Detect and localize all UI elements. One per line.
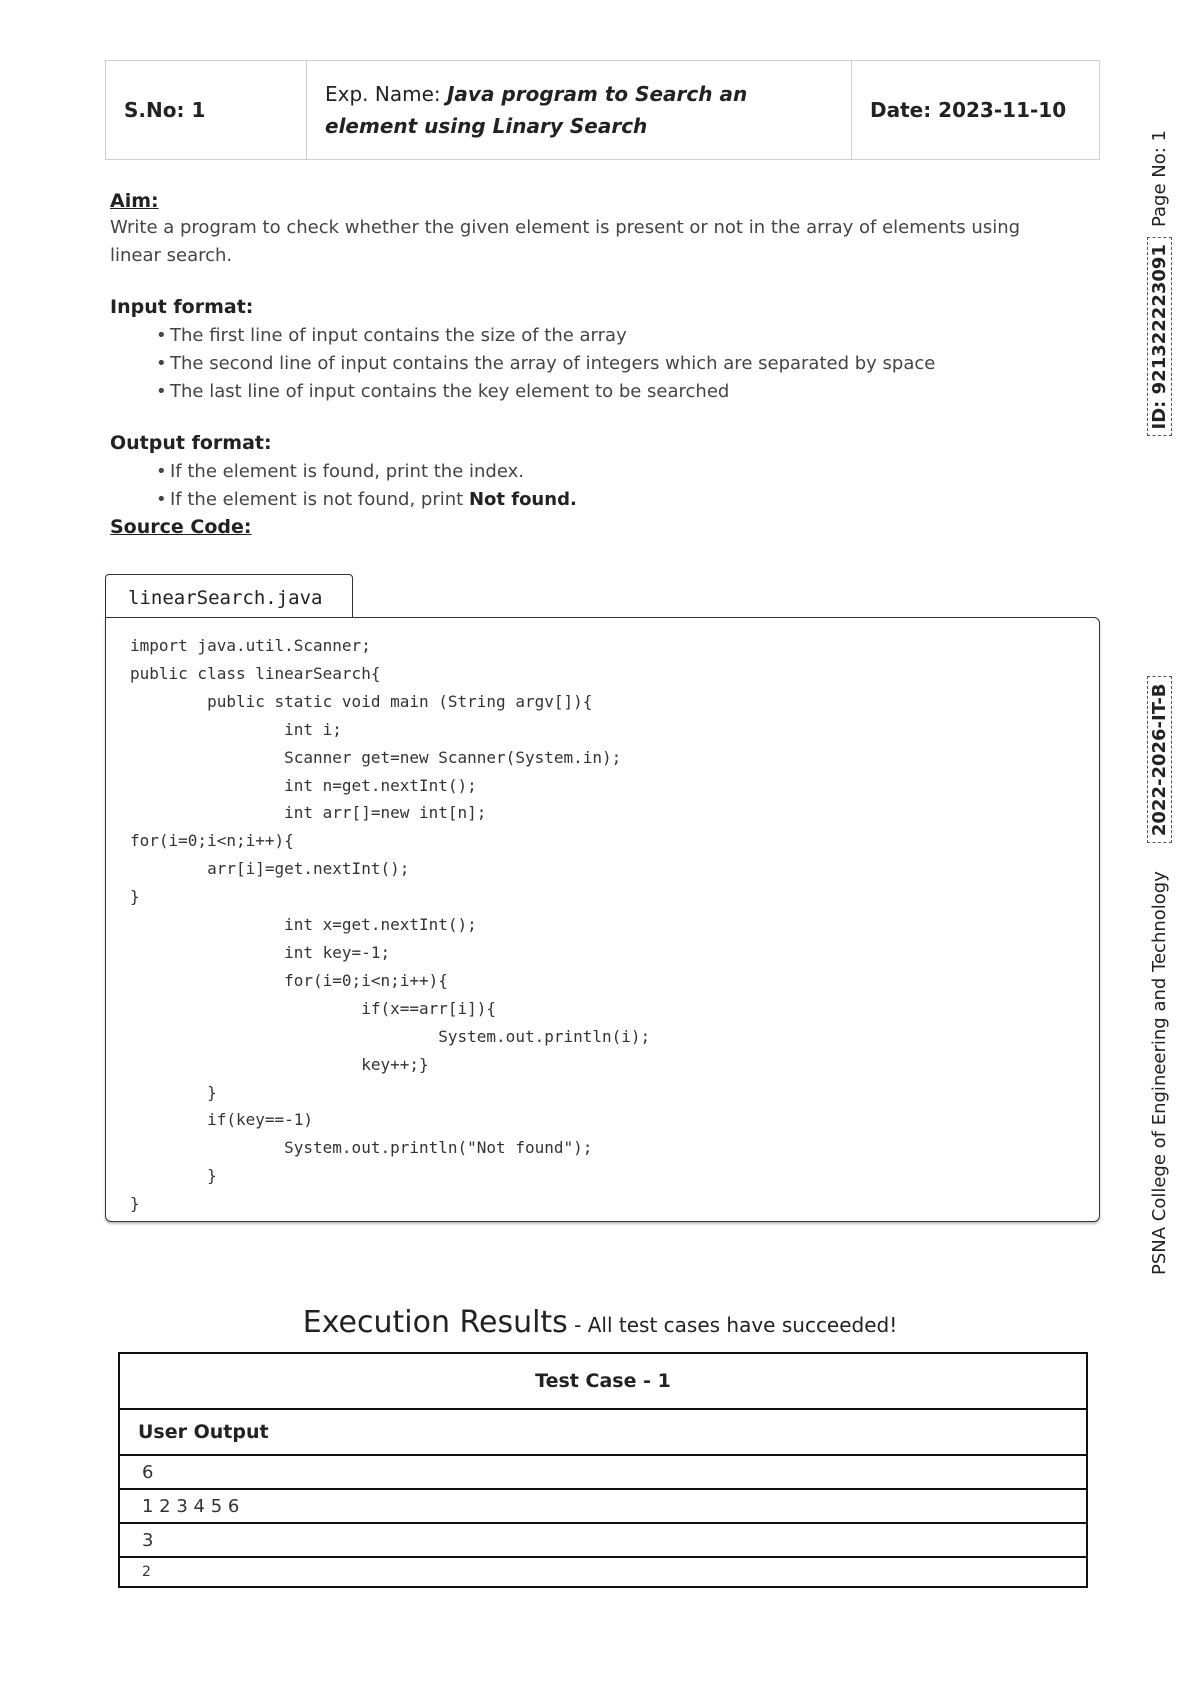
college-name: PSNA College of Engineering and Technology bbox=[1149, 871, 1170, 1275]
serial-number: S.No: 1 bbox=[124, 98, 206, 122]
experiment-date: Date: 2023-11-10 bbox=[851, 61, 1099, 159]
list-item: • The last line of input contains the key element to be searched bbox=[170, 378, 1060, 406]
aim-title: Aim: bbox=[110, 190, 159, 212]
experiment-name-prefix: Exp. Name: bbox=[325, 82, 447, 106]
table-row: 2 bbox=[142, 1564, 151, 1580]
execution-results-heading bbox=[0, 1305, 1200, 1340]
list-item bbox=[170, 486, 1060, 514]
list-item: • If the element is found, print the index. bbox=[170, 458, 1060, 486]
source-code-text: import java.util.Scanner; public class linearSearch{ public static void main (String argv[]){ int i; Scanner get=new Scanner(System.in); int n=get.nextInt(); int arr[]=new int[n]; for(i=0;i<n;i++){ arr[i]=get.nextInt(); } int x=get.nextInt(); int key=-1; for(i=0;i<n;i++){ if(x==arr[i]){ System.out.println(i); key++;} } if(key==-1) System.out.println("Not found"); } } bbox=[130, 636, 651, 1214]
list-item: • The second line of input contains the array of integers which are separated by space bbox=[170, 350, 1060, 378]
source-code-title: Source Code: bbox=[110, 516, 252, 538]
output-format-list bbox=[110, 458, 1060, 514]
side-margin-info bbox=[1147, 130, 1172, 1275]
page-number: Page No: 1 bbox=[1149, 130, 1170, 228]
problem-description bbox=[110, 190, 1060, 538]
code-block bbox=[105, 617, 1100, 1222]
input-format-title: Input format: bbox=[110, 296, 254, 318]
test-case-header: Test Case - 1 bbox=[120, 1354, 1086, 1410]
table-row: 3 bbox=[120, 1524, 1086, 1558]
experiment-header bbox=[105, 60, 1100, 160]
batch-label: 2022-2026-IT-B bbox=[1147, 676, 1172, 843]
results-table bbox=[118, 1352, 1088, 1588]
experiment-title: Java program to Search an element using Linary Search bbox=[325, 82, 748, 138]
not-found-label: Not found. bbox=[468, 489, 577, 510]
table-row: 1 2 3 4 5 6 bbox=[120, 1490, 1086, 1524]
output-item-text: If the element is not found, print bbox=[170, 489, 469, 510]
student-id: ID: 921322223091 bbox=[1147, 237, 1172, 436]
user-output-header: User Output bbox=[120, 1410, 1086, 1456]
results-title: Execution Results bbox=[302, 1305, 568, 1340]
file-tab[interactable]: linearSearch.java bbox=[105, 574, 353, 618]
output-format-title: Output format: bbox=[110, 432, 272, 454]
table-row: 6 bbox=[120, 1456, 1086, 1490]
input-format-list bbox=[110, 322, 1060, 406]
results-status: - All test cases have succeeded! bbox=[567, 1313, 898, 1337]
list-item: • The first line of input contains the size of the array bbox=[170, 322, 1060, 350]
aim-text: Write a program to check whether the given element is present or not in the array of elements using linear search. bbox=[110, 217, 1021, 266]
experiment-name bbox=[306, 61, 851, 159]
